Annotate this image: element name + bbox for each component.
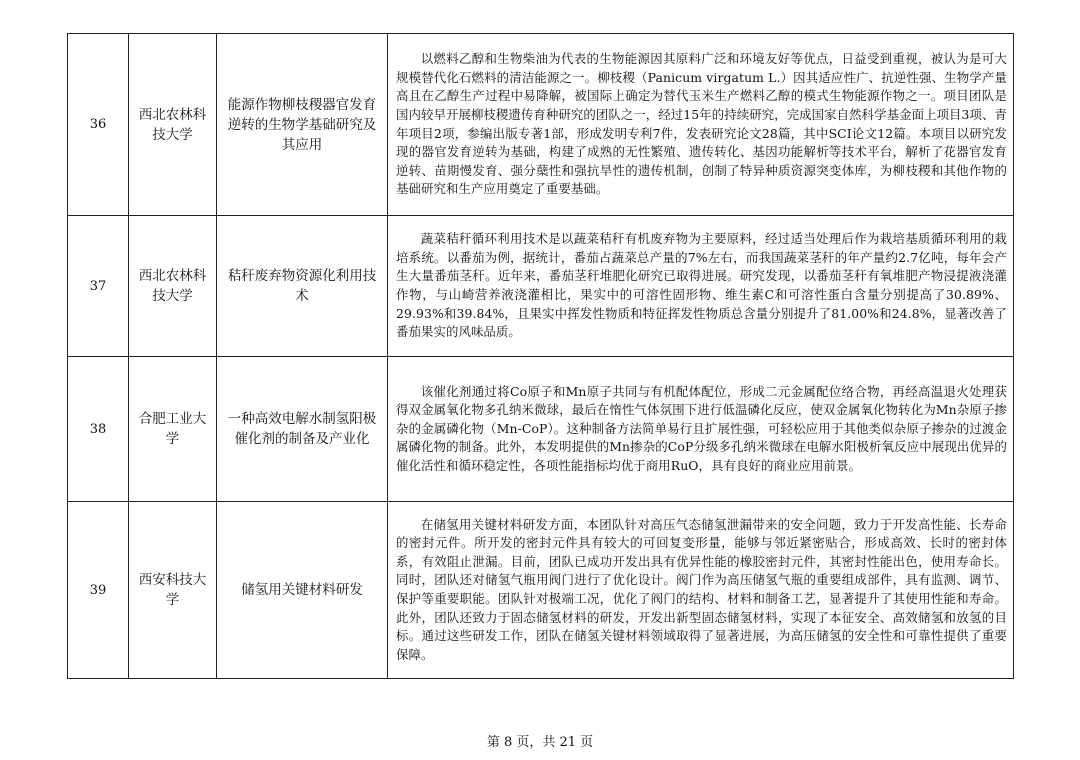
row-number: 39 bbox=[68, 502, 129, 679]
organization-name: 西安科技大学 bbox=[129, 502, 217, 679]
organization-name: 合肥工业大学 bbox=[129, 357, 217, 502]
achievements-table bbox=[67, 33, 1014, 679]
organization-name: 西北农林科技大学 bbox=[129, 216, 217, 357]
description-text: 该催化剂通过将Co原子和Mn原子共同与有机配体配位，形成二元金属配位络合物，再经高温退火处理获得双金属氧化物多孔纳米微球，最后在惰性气体氛围下进行低温磷化反应，使双金属氧化物转化为Mn杂原子掺杂的金属磷化物（Mn-CoP）。这种制备方法简单易行且扩展性强，可轻松应用于其他类似杂原子掺杂的过渡金属磷化物的制备。此外，本发明提供的Mn掺杂的CoP分级多孔纳米微球在电解水阳极析氧反应中展现出优异的催化活性和循环稳定性，各项性能指标均优于商用RuO，具有良好的商业应用前景。 bbox=[396, 383, 1007, 473]
organization-name: 西北农林科技大学 bbox=[129, 34, 217, 216]
description-text: 以燃料乙醇和生物柴油为代表的生物能源因其原料广泛和环境友好等优点，日益受到重视，被认为是可大规模替代化石燃料的清洁能源之一。柳枝稷（Panicum virgatum L.）因其适应性广、抗逆性强、生物学产量高且在乙醇生产过程中易降解，被国际上确定为替代玉米生产燃料乙醇的模式生物能源作物之一。项目团队是国内较早开展柳枝稷遗传育种研究的团队之一，经过15年的持续研究，完成国家自然科学基金面上项目3项、青年项目2项，参编出版专著1部，形成发明专利7件，发表研究论文28篇，其中SCI论文12篇。本项目以研究发现的器官发育逆转为基础，构建了成熟的无性繁殖、遗传转化、基因功能解析等技术平台，解析了花器官发育逆转、苗期慢发育、强分蘖性和强抗旱性的遗传机制，创制了特异种质资源突变体库，为柳枝稷和其他作物的基础研究和生产应用奠定了重要基础。 bbox=[396, 51, 1008, 197]
project-title: 能源作物柳枝稷器官发育逆转的生物学基础研究及其应用 bbox=[217, 34, 388, 216]
description-text: 在储氢用关键材料研发方面，本团队针对高压气态储氢泄漏带来的安全问题，致力于开发高性能、长寿命的密封元件。所开发的密封元件具有较大的可回复变形量，能够与邻近紧密贴合，形成高效、长时的密封体系，有效阻止泄漏。目前，团队已成功开发出具有优异性能的橡胶密封元件，其密封性能出色，使用寿命长。同时，团队还对储氢气瓶用阀门进行了优化设计。阀门作为高压储氢气瓶的重要组成部件，具有监测、调节、保护等重要职能。团队针对极端工况，优化了阀门的结构、材料和制备工艺，显著提升了其使用性能和寿命。此外，团队还致力于固态储氢材料的研发，开发出新型固态储氢材料，实现了本征安全、高效储氢和放氢的目标。通过这些研发工作，团队在储氢关键材料领域取得了显著进展，为高压储氢的安全性和可靠性提供了重要保障。 bbox=[396, 516, 1007, 662]
project-title: 一种高效电解水制氢阳极催化剂的制备及产业化 bbox=[217, 357, 388, 502]
row-number: 37 bbox=[68, 216, 129, 357]
project-title: 秸秆废弃物资源化利用技术 bbox=[217, 216, 388, 357]
page-footer: 第 8 页，共 21 页 bbox=[486, 735, 594, 750]
project-description bbox=[388, 216, 1014, 357]
table-row bbox=[68, 34, 1014, 216]
project-description bbox=[388, 34, 1014, 216]
project-title: 储氢用关键材料研发 bbox=[217, 502, 388, 679]
table-row bbox=[68, 357, 1014, 502]
table-row bbox=[68, 502, 1014, 679]
project-description bbox=[388, 357, 1014, 502]
row-number: 36 bbox=[68, 34, 129, 216]
row-number: 38 bbox=[68, 357, 129, 502]
table-row bbox=[68, 216, 1014, 357]
project-description bbox=[388, 502, 1014, 679]
description-text: 蔬菜秸秆循环利用技术是以蔬菜秸秆有机废弃物为主要原料，经过适当处理后作为栽培基质循环利用的栽培系统。以番茄为例，据统计，番茄占蔬菜总产量的7%左右，而我国蔬菜茎秆的年产量约2.7亿吨，每年会产生大量番茄茎秆。近年来，番茄茎秆堆肥化研究已取得进展。研究发现，以番茄茎秆有氧堆肥产物浸提液浇灌作物，与山崎营养液浇灌相比，果实中的可溶性固形物、维生素C和可溶性蛋白含量分别提高了30.89%、29.93%和39.84%，且果实中挥发性物质和特征挥发性物质总含量分别提升了81.00%和24.8%，显著改善了番茄果实的风味品质。 bbox=[396, 231, 1007, 340]
